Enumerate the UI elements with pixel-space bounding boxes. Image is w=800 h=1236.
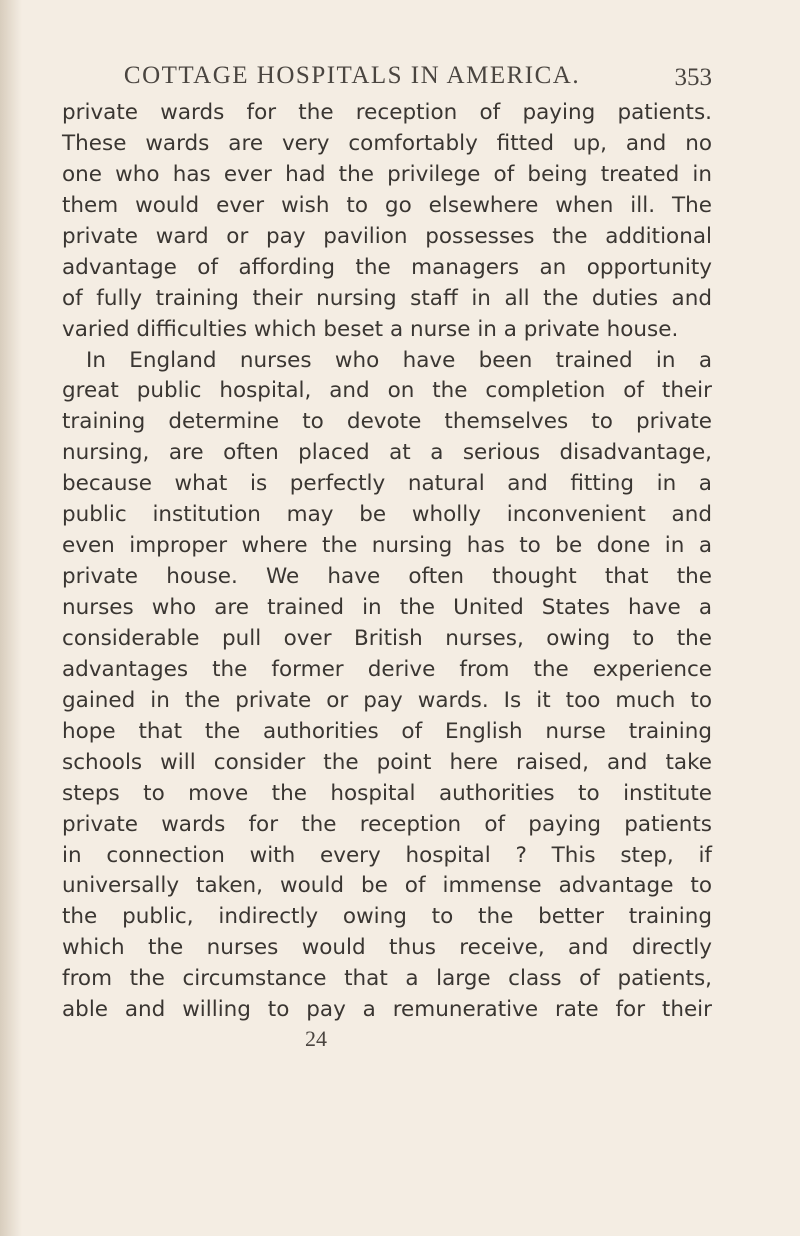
text-line: of fully training their nursing staff in all the duties and [62,285,712,311]
text-line: from the circumstance that a large class of patients, [62,966,712,992]
text-line: gained in the private or pay wards. Is it too much to [62,687,712,713]
text-line: one who has ever had the privilege of being treated in [62,161,712,187]
text-line: them would ever wish to go elsewhere when ill. The [62,192,712,218]
text-line: private house. We have often thought that the [62,564,712,590]
body-text [62,98,712,1026]
text-line: in connection with every hospital ? This step, if [62,842,712,868]
text-line: private wards for the reception of paying patients. [62,100,712,125]
text-line: steps to move the hospital authorities to institute [62,780,712,806]
text-line: advantages the former derive from the experience [62,656,712,682]
text-line: even improper where the nursing has to be done in a [62,533,712,559]
page-binding-edge [0,0,22,1236]
text-line: private ward or pay pavilion possesses the additional [62,223,712,249]
text-line: public institution may be wholly inconvenient and [62,502,712,528]
text-line: private wards for the reception of paying patients [62,811,712,837]
text-line: hope that the authorities of English nurse training [62,718,712,744]
text-line: universally taken, would be of immense advantage to [62,873,712,899]
text-line: advantage of affording the managers an opportunity [62,254,712,280]
text-line: nursing, are often placed at a serious disadvantage, [62,440,712,466]
signature-mark: 24 [305,1026,327,1051]
running-title: COTTAGE HOSPITALS IN AMERICA. [123,62,581,89]
text-line: training determine to devote themselves to private [62,409,712,435]
text-line: the public, indirectly owing to the better training [62,904,712,930]
page-number: 353 [674,64,712,91]
text-line: considerable pull over British nurses, owing to the [62,625,712,651]
text-line: schools will consider the point here raised, and take [62,749,712,775]
text-line: great public hospital, and on the completion of their [62,378,712,404]
text-line: which the nurses would thus receive, and directly [62,935,712,961]
text-line: because what is perfectly natural and fitting in a [62,471,712,497]
text-line: able and willing to pay a remunerative rate for their [62,997,712,1023]
text-line: varied difficulties which beset a nurse in a private house. [62,316,679,342]
text-line: These wards are very comfortably fitted up, and no [62,130,712,156]
running-head [112,62,712,102]
paragraph-start-line: In England nurses who have been trained in a [86,347,712,373]
text-line: nurses who are trained in the United States have a [62,595,712,620]
